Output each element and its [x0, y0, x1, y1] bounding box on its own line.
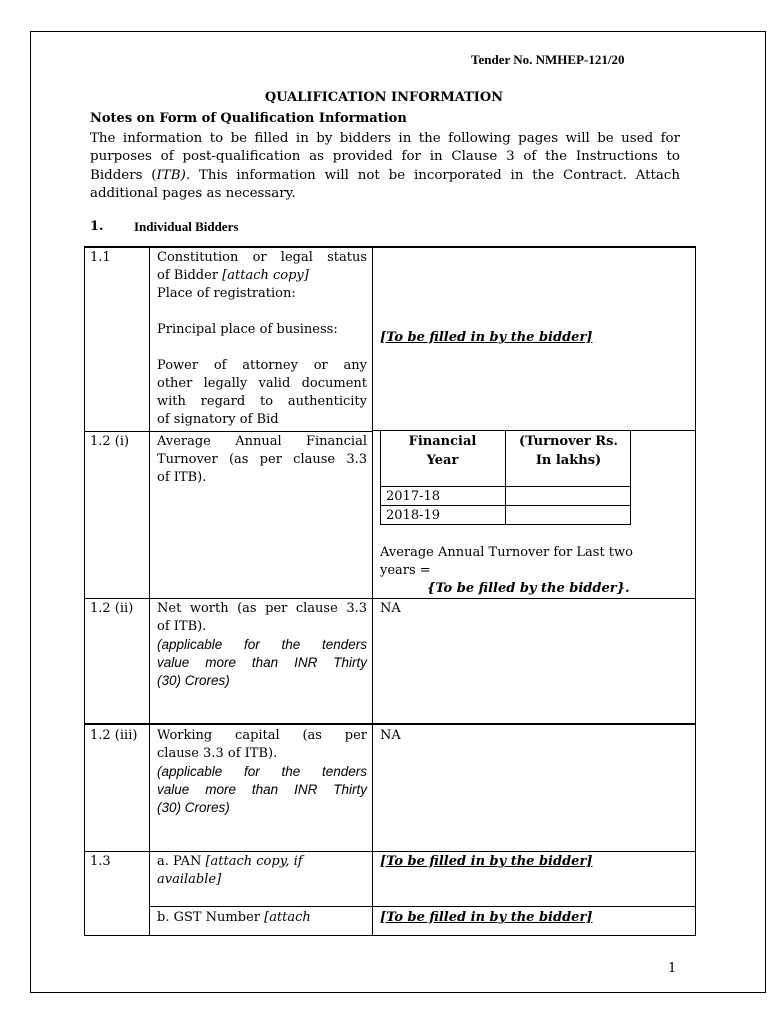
row-1-3a-value: [To be filled in by the bidder]	[380, 854, 593, 869]
row-1-3b-line-1b: [attach	[264, 910, 311, 925]
col-divider-2	[372, 247, 373, 935]
row-1-1-desc-line-8: of signatory of Bid	[157, 412, 279, 427]
row-1-2ii-description	[157, 600, 367, 690]
row-1-2iii-desc-line-2: clause 3.3 of ITB).	[157, 746, 278, 761]
row-1-1-value: [To be filled in by the bidder]	[380, 330, 593, 345]
row-1-1-description	[157, 249, 367, 429]
table-right-border	[695, 247, 696, 935]
tender-number: Tender No. NMHEP-121/20	[471, 52, 625, 67]
row-1-1-number: 1.1	[90, 250, 111, 265]
row-1-3a-line-1b: [attach copy, if	[205, 854, 303, 869]
turnover-header-year-line-1: Financial	[408, 434, 477, 449]
row-1-3a-line-1	[157, 853, 367, 871]
row-1-2ii-note-line-2: value more than INR Thirty	[157, 655, 367, 670]
row-1-3b-description	[157, 909, 367, 927]
row-1-1-desc-line-3: Place of registration:	[157, 286, 296, 301]
row-1-1-desc-line-1: Constitution or legal status	[157, 250, 367, 265]
row-1-3b-line-1	[157, 909, 367, 927]
row-1-2iii-description	[157, 727, 367, 817]
intro-line-4: additional pages as necessary.	[90, 185, 296, 201]
row-divider-4	[84, 851, 696, 852]
intro-line-3	[90, 167, 680, 185]
page-number: 1	[668, 961, 677, 976]
turnover-header-amount-line-2: In lakhs)	[535, 453, 602, 468]
section-title: Individual Bidders	[134, 219, 239, 234]
intro-line-1: The information to be filled in by bidders in the following pages will be used for	[90, 131, 680, 146]
turnover-year-1: 2017-18	[386, 489, 441, 504]
row-1-2iii-note-line-1: (applicable for the tenders	[157, 764, 367, 779]
row-divider-2	[84, 598, 696, 599]
row-1-3a-line-2: available]	[157, 872, 222, 887]
intro-line-2: purposes of post-qualification as provided for in Clause 3 of the Instructions to	[90, 149, 680, 165]
turnover-header-amount-line-1: (Turnover Rs.	[519, 434, 618, 449]
row-1-2ii-desc-line-2: of ITB).	[157, 619, 207, 634]
row-1-3-number: 1.3	[90, 854, 111, 869]
section-number: 1.	[90, 219, 104, 234]
row-1-2i-description	[157, 433, 367, 487]
row-1-2iii-note-line-3: (30) Crores)	[157, 800, 230, 815]
turnover-year-2: 2018-19	[386, 508, 441, 523]
row-1-1-desc-line-6: other legally valid document	[157, 376, 367, 391]
row-1-1-desc-line-5: Power of attorney or any	[157, 358, 367, 373]
turnover-header-year	[380, 432, 505, 470]
table-top-border	[84, 246, 696, 248]
average-turnover-text	[380, 544, 690, 580]
intro-paragraph	[90, 130, 680, 203]
notes-heading: Notes on Form of Qualification Information	[90, 111, 407, 126]
intro-line-3-prefix: Bidders (	[90, 167, 157, 183]
row-1-3a-description	[157, 853, 367, 889]
row-divider-3	[84, 723, 696, 725]
intro-line-3-suffix: . This information will not be incorporated in the Contract. Attach	[185, 167, 680, 183]
row-1-2i-number: 1.2 (i)	[90, 434, 130, 449]
row-1-2ii-note-line-3: (30) Crores)	[157, 673, 230, 688]
page-title: QUALIFICATION INFORMATION	[264, 90, 504, 105]
row-1-2i-desc-line-2: Turnover (as per clause 3.3	[157, 452, 367, 467]
row-1-2ii-desc-line-1: Net worth (as per clause 3.3	[157, 601, 367, 616]
row-1-1-desc-line-4: Principal place of business:	[157, 322, 338, 337]
row-1-1-desc-line-7: with regard to authenticity	[157, 394, 367, 409]
average-turnover-line-1: Average Annual Turnover for Last two	[380, 545, 633, 560]
row-1-2i-desc-line-3: of ITB).	[157, 470, 207, 485]
row-1-2iii-note-line-2: value more than INR Thirty	[157, 782, 367, 797]
turnover-header-amount	[506, 432, 631, 470]
average-turnover-fill: {To be filled by the bidder}.	[427, 581, 630, 596]
row-1-3a-line-1a: a. PAN	[157, 854, 206, 869]
turnover-header-year-line-2: Year	[426, 453, 459, 468]
row-1-2iii-desc-line-1: Working capital (as per	[157, 728, 367, 743]
row-divider-5	[149, 906, 696, 907]
row-1-3b-value: [To be filled in by the bidder]	[380, 910, 593, 925]
row-1-3b-line-1a: b. GST Number	[157, 910, 265, 925]
table-bottom-border	[84, 935, 696, 936]
col-divider-1	[149, 247, 150, 935]
row-1-2iii-number: 1.2 (iii)	[90, 728, 138, 743]
intro-itb: ITB)	[156, 167, 186, 183]
row-1-2ii-note-line-1: (applicable for the tenders	[157, 637, 367, 652]
turnover-table	[380, 430, 631, 525]
row-1-2i-desc-line-1: Average Annual Financial	[157, 434, 367, 449]
row-divider-1-left	[84, 431, 373, 432]
row-1-2ii-value: NA	[380, 601, 401, 616]
average-turnover-line-2: years =	[380, 563, 431, 578]
row-1-1-desc-line-2	[157, 267, 367, 285]
row-1-2ii-number: 1.2 (ii)	[90, 601, 134, 616]
row-1-1-desc-line-2a: of Bidder	[157, 268, 223, 283]
row-1-2iii-value: NA	[380, 728, 401, 743]
row-1-1-desc-line-2b: [attach copy]	[222, 268, 309, 283]
table-left-border	[84, 247, 85, 935]
